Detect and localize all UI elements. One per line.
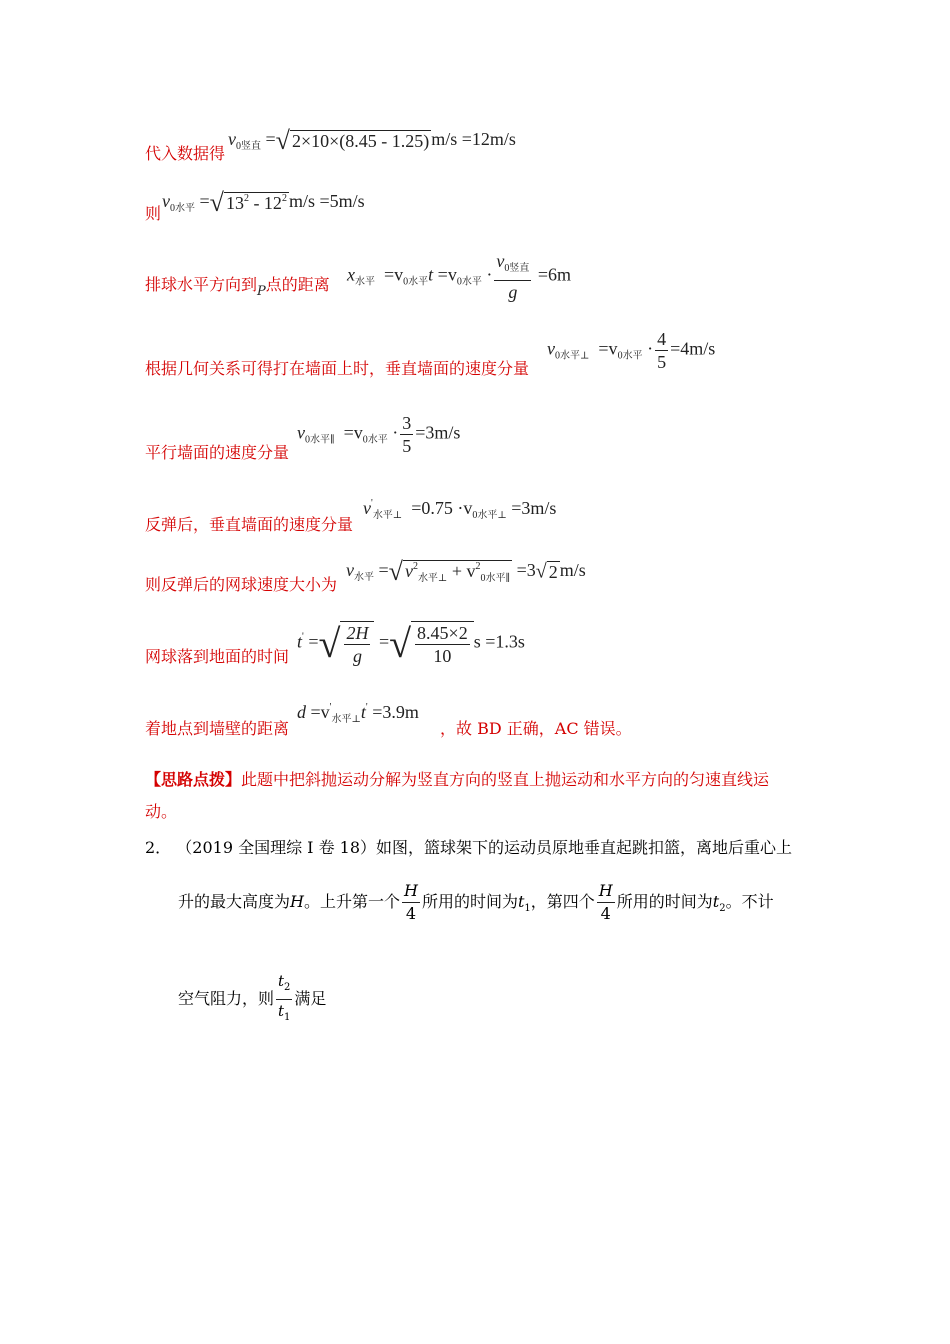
solution-line-9: 着地点到墙壁的距离 <box>145 719 290 738</box>
question-line-1: 2． （2019 全国理综 I 卷 18）如图，篮球架下的运动员原地垂直起跳扣篮，离地后重心上 <box>145 838 793 857</box>
line1-math: $v_{0竖直}$ =√ 2×10×(8.45 - 1.25) m/s =12m/s <box>228 126 516 155</box>
line8-math: t' =√ $\frac{2H}{g}$ =√ $\frac{8.45\times 2}{10}$ s =1.3s <box>297 621 525 666</box>
line9-tail: ，故 BD 正确，AC 错误。 <box>440 719 632 738</box>
question-number: 2． <box>145 838 172 857</box>
line2-math: $v_{0水平}$ =√ $13^2 - 12^2$ m/s =5m/s <box>162 188 365 217</box>
solution-line-5: 平行墙面的速度分量 <box>145 443 290 462</box>
solution-line-1 <box>145 141 225 164</box>
line4-math: $v_{0水平\perp} =v_{0水平}$ · $\frac{4}{5}$ =4m/s <box>547 329 716 372</box>
tip-paragraph: 【思路点拨】此题中把斜抛运动分解为竖直方向的竖直上抛运动和水平方向的匀速直线运 动。 <box>145 770 770 821</box>
question-source: （2019 全国理综 I 卷 18） <box>176 838 377 857</box>
line6-math: $v'_{水平\perp} =0.75 \cdot v_{0水平\perp} =3m/s$ <box>363 498 557 521</box>
solution-line-8: 网球落到地面的时间 <box>145 647 290 666</box>
line1-label: 代入数据得 <box>145 144 226 163</box>
line2-label: 则 <box>145 204 162 223</box>
line5-math: $v_{0水平\parallel} =v_{0水平}$ · $\frac{3}{5}$ =3m/s <box>297 413 461 456</box>
question-line-3: 空气阻力，则 $\frac{t_2}{t_1}$ 满足 <box>178 972 327 1023</box>
solution-line-7: 则反弹后的网球速度大小为 <box>145 575 338 594</box>
line7-math: $v_{水平}$ =√ $v^2_{水平\perp} + v^2_{0水平\parallel} =3√$ 2 m/s <box>346 557 586 586</box>
line9-math: $d =v'_{水平\perp}t' =3.9m$ <box>297 702 419 725</box>
solution-line-3: 排球水平方向到$_P$点的距离 <box>145 275 330 299</box>
line3-math: $x_{水平} =v_{0水平}t =v_{0水平}$ · $\frac{v_{0竖直}}{g}$ =6m <box>347 251 571 302</box>
solution-line-2 <box>145 201 161 224</box>
tip-bracket: 【思路点拨】 <box>145 770 242 789</box>
question-line-2: 升的最大高度为H。上升第一个 $\frac{H}{4}$ 所用的时间为$t_1$，第四个 $\frac{H}{4}$ 所用的时间为$t_2$。不计 <box>178 881 774 923</box>
solution-line-4: 根据几何关系可得打在墙面上时，垂直墙面的速度分量 <box>145 359 530 378</box>
solution-line-6: 反弹后，垂直墙面的速度分量 <box>145 515 354 534</box>
